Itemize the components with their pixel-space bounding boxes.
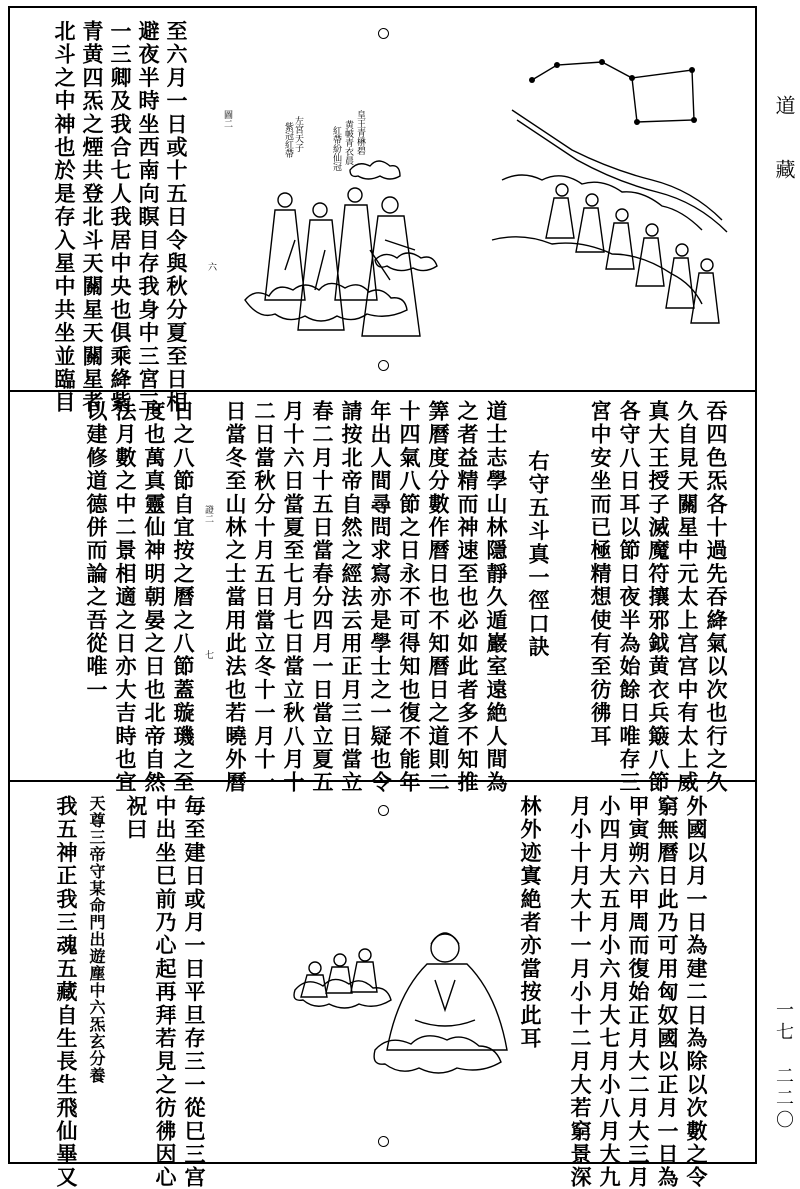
text-column: 二日當秋分十月五日當立冬十一月十一	[252, 400, 277, 795]
text-column: 春二月十五日當春分四月一日當立夏五	[310, 400, 335, 795]
text-column: 之者益精而神速至也必如此者多不知推	[455, 400, 480, 795]
text-column: 法月數之中二景相適之日亦大吉時也宜	[113, 400, 138, 795]
section-title: 右守五斗真一徑口訣	[526, 450, 551, 659]
immortals-illustration	[225, 110, 475, 350]
text-column: 月十六日當夏至七月七日當立秋八月十	[281, 400, 306, 795]
text-column: 小四月大五月小六月大七月小八月大九	[597, 795, 622, 1189]
text-column: 日當冬至山林之士當用此法也若曉外曆	[223, 400, 248, 795]
illustration-caption: 紅帶紛仙冠	[331, 126, 341, 171]
text-column: 林外迹寘絶者亦當按此耳	[518, 795, 543, 1051]
text-column: 度也萬真靈仙神明朝晏之日也北帝自然	[142, 400, 167, 795]
binding-hole	[378, 360, 389, 371]
text-column: 至六月一日或十五日令與秋分夏至日相	[164, 20, 189, 415]
text-column: 外國以月一日為建二日為除以次數之令	[684, 795, 709, 1189]
text-column: 久自見天關星中元太上宫宫中有太上威	[675, 400, 700, 795]
text-column: 避夜半時坐西南向瞑目存我身中三宮三	[136, 20, 161, 415]
illustration-caption: 紫冠紅帶	[283, 122, 293, 158]
text-column: 宮中安坐而已極精想使有至彷彿耳	[588, 400, 613, 748]
dipper-procession-illustration	[462, 40, 742, 340]
text-column: 道士志學山林隱靜久遁巖室遠絶人間為	[484, 400, 509, 795]
text-column: 日之八節自宜按之曆之八節蓋璇璣之至	[171, 400, 196, 795]
illustration-caption: 皇王青楙碧	[355, 110, 365, 155]
margin-title: 道 藏	[772, 95, 796, 191]
text-column: 一三卿及我合七人我居中央也俱乘絳紫	[108, 20, 133, 415]
text-column: 年出人間尋問求寫亦是學士之一疑也令	[368, 400, 393, 795]
binding-hole	[378, 805, 389, 816]
illustration-mark: 圖二	[222, 110, 232, 128]
text-column: 我五神正我三魂五藏自生長生飛仙畢又	[54, 795, 79, 1189]
text-column: 真大王授子滅魔符攘邪鉞黄衣兵簸八節	[646, 400, 671, 795]
text-column: 各守八日耳以節日夜半為始餘日唯存三	[617, 400, 642, 795]
seated-master-illustration	[285, 920, 515, 1100]
binding-hole	[378, 28, 389, 39]
text-column: 月小十月大十一月小十二月大若窮景深	[568, 795, 593, 1189]
illustration-caption: 左宮天子	[293, 116, 303, 152]
illustration-mark: 證二	[203, 505, 213, 523]
text-column: 北斗之中神也於是存入星中共坐並臨目	[52, 20, 77, 415]
illustration-caption: 黄帔青衣晨	[343, 120, 353, 165]
margin-page-number: 一七 二二〇	[773, 1000, 794, 1132]
binding-hole	[378, 1136, 389, 1147]
text-column: 窮無曆日此乃可用匈奴國以正月一日為	[655, 795, 680, 1189]
page-mark: 七	[203, 650, 213, 659]
text-column: 以建修道德併而論之吾從唯一	[84, 400, 109, 702]
text-column: 毎至建日或月一日平旦存三一從巳三宫	[182, 795, 207, 1189]
text-column: 吞四色炁各十過先吞絳氣以次也行之久	[704, 400, 729, 795]
text-column: 祝曰	[124, 795, 149, 842]
text-column: 天尊三帝守某命門出遊塵中六炁玄分養	[87, 795, 106, 1084]
text-column: 筭曆度分數作曆日也不知曆日之道則二	[426, 400, 451, 795]
page-mark: 六	[206, 262, 216, 271]
text-column: 甲寅朔六甲周而復始正月大二月大三月	[626, 795, 651, 1189]
text-column: 請按北帝自然之經法云用正月三日當立	[339, 400, 364, 795]
text-column: 中出坐巳前乃心起再拜若見之彷彿因心	[153, 795, 178, 1189]
text-column: 十四氣八節之日永不可得知也復不能年	[397, 400, 422, 795]
text-column: 青黄四炁之煙共登北斗天關星天關星者	[80, 20, 105, 415]
